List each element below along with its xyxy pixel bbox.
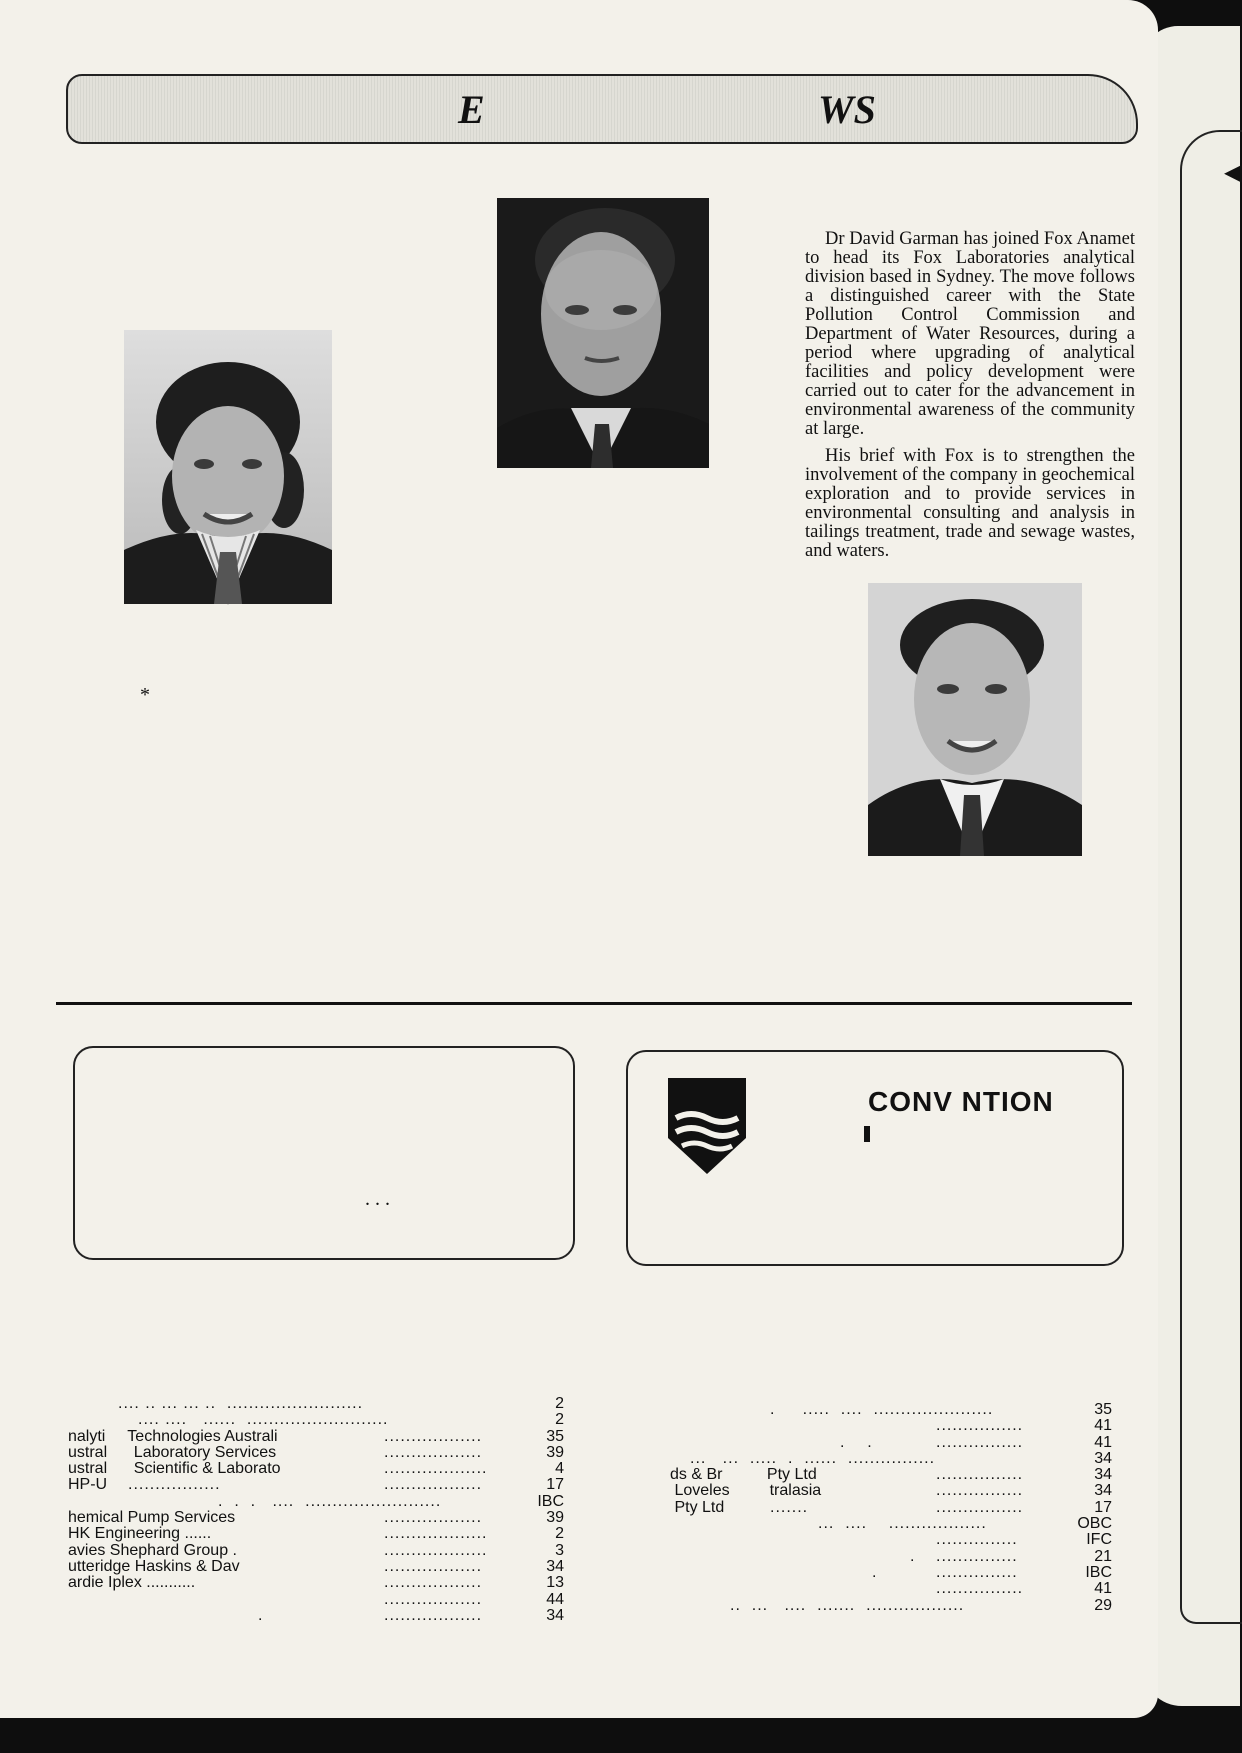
convention-box (626, 1050, 1124, 1266)
index-row: avies Shephard Group . ................... 3 (68, 1541, 564, 1559)
banner-right-text: WS (818, 87, 876, 132)
index-row: ................ 41 (936, 1580, 1112, 1598)
index-row: ............... IFC (936, 1531, 1112, 1549)
index-row: HP-U ................. .................. 17 (68, 1476, 564, 1494)
index-row: . . . .... ......................... IBC (218, 1492, 564, 1510)
index-row: Loveles tralasia ................ 34 (670, 1482, 1112, 1500)
portrait-photo-left (124, 330, 332, 604)
index-row: ................ 41 (936, 1417, 1112, 1435)
story-paragraph-1: Dr David Garman has joined Fox Anamet to head its Fox Laboratories analytical division based in Sydney. The move follows a distinguished career with the State Pollution Control Commission and Department of Water Resources, during a period where upgrading of analytical facilities and policy development were carried out to cater for the advancement in environmental awareness of the community at large. (805, 229, 1135, 439)
news-story (805, 230, 1135, 569)
convention-title: CONV NTION (868, 1086, 1054, 1117)
section-divider (56, 1002, 1132, 1005)
shield-waves-icon (666, 1076, 748, 1176)
index-row: ds & Br Pty Ltd ................ 34 (670, 1466, 1112, 1484)
asterisk-mark: * (140, 684, 150, 706)
index-row: nalyti Technologies Australi .................. 35 (68, 1427, 564, 1445)
section-banner (66, 74, 1138, 144)
story-paragraph-2: His brief with Fox is to strengthen the involvement of the company in geochemical exploration and to provide services in environmental consulting and analysis in tailings treatment, trade and sewage wastes, and waters. (805, 446, 1135, 561)
portrait-photo-right (868, 583, 1082, 856)
index-row: . . ................ 41 (840, 1433, 1112, 1451)
index-row: .................. 44 (384, 1590, 564, 1608)
index-row: hemical Pump Services .................. 39 (68, 1509, 564, 1527)
portrait-photo-center (497, 198, 709, 468)
index-row: . ............... 21 (910, 1547, 1112, 1565)
next-page-frame (1180, 130, 1242, 1624)
advertiser-index-right (670, 1402, 1112, 1614)
index-row: utteridge Haskins & Dav .................. 34 (68, 1557, 564, 1575)
index-row: .... .... ...... .......................... 2 (138, 1411, 564, 1429)
next-page-arrow-icon: ◀ (1224, 158, 1242, 186)
index-row: ... ... ..... . ...... ................ 34 (690, 1449, 1112, 1467)
index-row: ustral Laboratory Services .................. 39 (68, 1443, 564, 1461)
banner-left-text: E (458, 87, 485, 132)
index-row: ardie Iplex ........... .................. 13 (68, 1574, 564, 1592)
index-row: . .................. 34 (258, 1606, 564, 1624)
index-row: .. ... .... ....... .................. 29 (730, 1596, 1112, 1614)
index-row: . ..... .... ...................... 35 (770, 1401, 1112, 1418)
notice-box-left (73, 1046, 575, 1260)
box-left-dots: . . . (365, 1188, 390, 1210)
index-row: Pty Ltd ....... ................ 17 (670, 1498, 1112, 1516)
index-row: ... .... .................. OBC (818, 1515, 1112, 1533)
index-row: .... .. ... ... .. ......................... 2 (118, 1395, 564, 1412)
index-row: ustral Scientific & Laborato ................... 4 (68, 1460, 564, 1478)
index-row: HK Engineering ...... ................... 2 (68, 1525, 564, 1543)
convention-title-fragment (864, 1126, 870, 1142)
advertiser-index-left (68, 1396, 564, 1624)
index-row: . ............... IBC (872, 1563, 1112, 1581)
